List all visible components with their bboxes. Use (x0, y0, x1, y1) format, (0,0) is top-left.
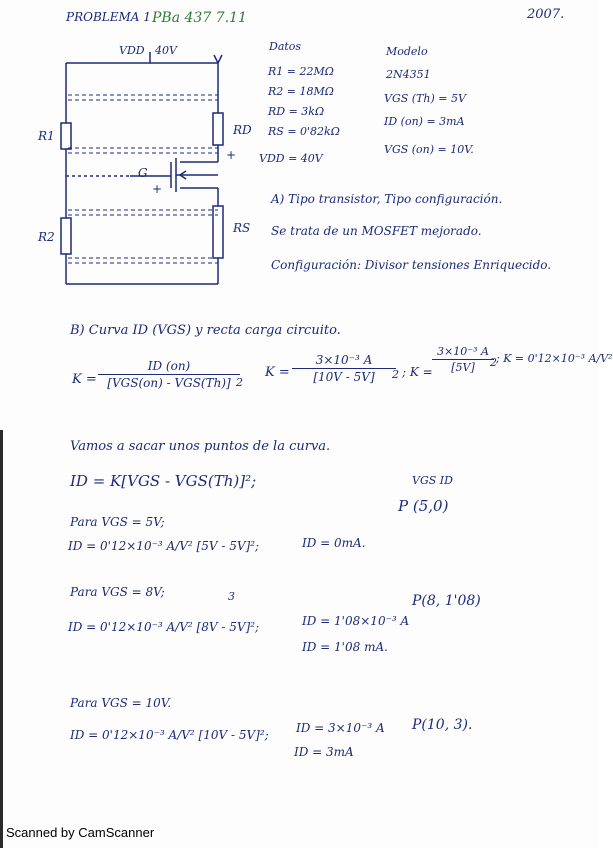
point1-result: ID = 0mA. (302, 536, 366, 550)
point3-result-ma: ID = 3mA (294, 745, 354, 759)
k-result: ; K = 0'12×10⁻³ A/V² (496, 352, 613, 365)
section-a-configuration: Configuración: Divisor tensiones Enriquecido. (271, 258, 552, 272)
point2-result-ma: ID = 1'08 mA. (302, 640, 388, 654)
plus-sign-gate: + (152, 182, 163, 196)
r1-resistor (61, 123, 71, 149)
point2-note: 3 (228, 590, 235, 603)
point3-calc: ID = 0'12×10⁻³ A/V² [10V - 5V]²; (70, 728, 269, 742)
datos-vdd: VDD = 40V (259, 152, 323, 165)
datos-rd: RD = 3kΩ (268, 105, 325, 118)
point1-title: Para VGS = 5V; (70, 515, 165, 529)
point3-title: Para VGS = 10V. (70, 696, 172, 710)
k2-label: K = (265, 365, 290, 380)
k3-label: ; K = (402, 365, 433, 379)
modelo-vgs-th: VGS (Th) = 5V (384, 92, 466, 105)
k3-numerator: 3×10⁻³ A (432, 346, 494, 360)
rd-label: RD (233, 123, 252, 137)
point2-title: Para VGS = 8V; (70, 585, 165, 599)
year: 2007. (527, 7, 565, 22)
point2-calc: ID = 0'12×10⁻³ A/V² [8V - 5V]²; (68, 620, 260, 634)
modelo-vgs-on: VGS (on) = 10V. (384, 143, 474, 156)
datos-title: Datos (269, 40, 302, 53)
k3-squared: 2 (490, 356, 497, 369)
problem-title: PROBLEMA 1 (66, 10, 151, 24)
vdd-label: VDD (119, 44, 145, 57)
curve-intro: Vamos a sacar unos puntos de la curva. (70, 439, 331, 454)
book-reference: PBa 437 7.11 (152, 10, 247, 26)
r2-resistor (61, 218, 71, 254)
k-fraction (98, 360, 240, 389)
point2-coordinates: P(8, 1'08) (412, 593, 481, 609)
vdd-value: 40V (155, 44, 177, 57)
plus-sign-drain: + (226, 148, 237, 162)
datos-rs: RS = 0'82kΩ (268, 125, 340, 138)
k2-fraction (292, 354, 396, 383)
page-edge-shadow (0, 430, 3, 848)
r1-label: R1 (38, 129, 55, 143)
k-numerator: ID (on) (98, 360, 240, 375)
modelo-part: 2N4351 (386, 68, 431, 81)
k2-denominator: [10V - 5V] (313, 370, 375, 384)
gate-label: G (138, 166, 148, 180)
modelo-id-on: ID (on) = 3mA (384, 115, 465, 128)
k-squared: 2 (236, 376, 243, 389)
rs-label: RS (233, 221, 251, 235)
point2-result: ID = 1'08×10⁻³ A (302, 614, 410, 628)
k3-fraction (432, 346, 494, 373)
k-label: K = (72, 372, 97, 387)
points-column-headers: VGS ID (412, 474, 453, 487)
point3-result: ID = 3×10⁻³ A (296, 721, 385, 735)
point3-coordinates: P(10, 3). (412, 717, 473, 733)
datos-r1: R1 = 22MΩ (268, 65, 334, 78)
r2-label: R2 (38, 230, 55, 244)
point1-calc: ID = 0'12×10⁻³ A/V² [5V - 5V]²; (68, 539, 260, 553)
k-denominator: [VGS(on) - VGS(Th)] (107, 376, 231, 390)
scanner-watermark: Scanned by CamScanner (6, 825, 155, 840)
section-a-type: Se trata de un MOSFET mejorado. (271, 224, 482, 238)
rd-resistor (213, 113, 223, 145)
k2-numerator: 3×10⁻³ A (292, 354, 396, 369)
datos-r2: R2 = 18MΩ (268, 85, 334, 98)
modelo-title: Modelo (386, 45, 428, 58)
id-formula: ID = K[VGS - VGS(Th)]²; (70, 472, 257, 490)
k2-squared: 2 (392, 368, 399, 381)
point1-coordinates: P (5,0) (398, 497, 449, 515)
section-a-question: A) Tipo transistor, Tipo configuración. (271, 192, 503, 206)
k3-denominator: [5V] (451, 361, 475, 374)
section-b-heading: B) Curva ID (VGS) y recta carga circuito. (70, 323, 341, 338)
rs-resistor (213, 206, 223, 258)
